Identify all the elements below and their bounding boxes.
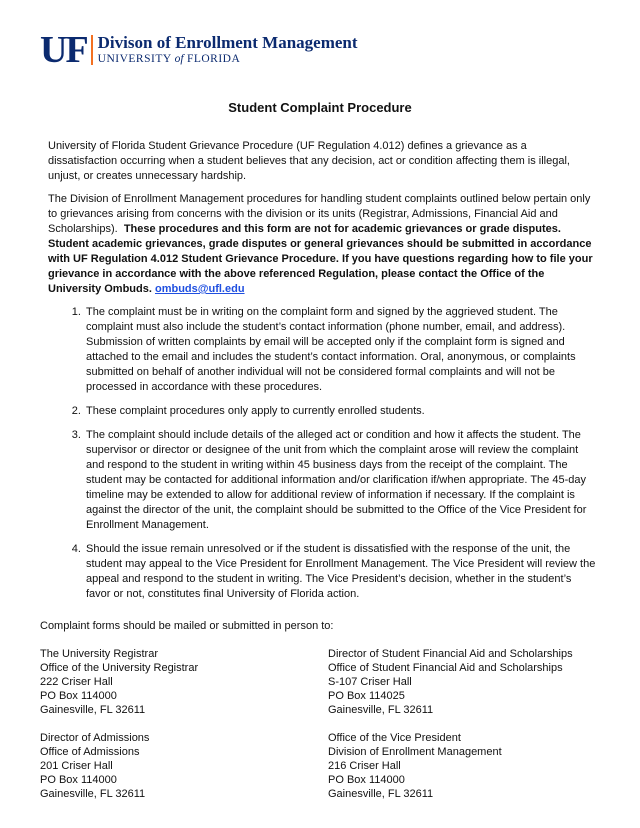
forms-intro: Complaint forms should be mailed or submitted in person to: [40, 620, 334, 632]
document-body [48, 139, 596, 611]
address-line: 216 Criser Hall [328, 760, 401, 772]
address-line: S-107 Criser Hall [328, 676, 412, 688]
step-item: 4. Should the issue remain unresolved or if the student is dissatisfied with the response of the unit, the student may appeal to the Vice President for Enrollment Management. The Vice President will review the appeal and respond to the student in writing. The Vice President’s decision, whether in the student’s favor or not, constitutes final University of Florida action. [84, 542, 596, 602]
submission-section [40, 619, 600, 801]
header-logo [40, 29, 358, 71]
address-line: PO Box 114000 [40, 690, 117, 702]
address-line: Gainesville, FL 32611 [328, 788, 434, 800]
address-financial-aid [328, 647, 600, 717]
address-line: PO Box 114000 [40, 774, 117, 786]
scope-bold-text: These procedures and this form are not for academic grievances or grade disputes. Student academic grievances, grade disputes or general grievances should be submitted in accordance with UF Regulation 4.012 Student Grievance Procedure. If you have questions regarding how to file your grievance in accordance with the above referenced Regulation, please contact the Office of the University Ombuds. [48, 223, 593, 295]
address-line: Gainesville, FL 32611 [40, 704, 146, 716]
scope-text: The Division of Enrollment Management procedures for handling student complaints outlined below pertain only to grievances arising from concerns with the division or its units (Registrar, Admissions, Financial Aid and Scholarships). [48, 193, 591, 235]
address-line: 201 Criser Hall [40, 760, 113, 772]
procedure-steps [48, 305, 596, 602]
step-item: 2. These complaint procedures only apply to currently enrolled students. [84, 404, 596, 419]
university-name [98, 52, 358, 66]
address-registrar [40, 647, 328, 717]
address-line: PO Box 114000 [328, 774, 405, 786]
step-item: 3. The complaint should include details of the alleged act or condition and how it affects the student. The supervisor or director or designee of the unit from which the complaint arose will review the complaint and respond to the student in writing within 45 business days from the receipt of the complaint. The student may be contacted for additional information and/or clarification if/when appropriate. The 45-day timeline may be extended to allow for additional review of information if necessary. If the complaint is against the director of the unit, the complaint should be submitted to the Office of the Vice President for Enrollment Management. [84, 428, 596, 533]
scope-paragraph [48, 192, 596, 297]
division-name: Divison of Enrollment Management [97, 33, 358, 52]
address-line: Office of the University Registrar [40, 662, 199, 674]
university-prefix: UNIVERSITY [97, 53, 172, 65]
address-line: Office of Student Financial Aid and Scholarships [328, 662, 563, 674]
address-line: Division of Enrollment Management [328, 746, 502, 758]
intro-paragraph: University of Florida Student Grievance Procedure (UF Regulation 4.012) defines a grievance as a dissatisfaction occurring when a student believes that any decision, act or condition affecting them is illegal, unjust, or creates unnecessary hardship. [48, 140, 570, 182]
page-title: Student Complaint Procedure [228, 100, 412, 115]
address-line: Office of Admissions [40, 746, 140, 758]
address-line: Director of Admissions [40, 732, 150, 744]
ombuds-email-link[interactable]: ombuds@ufl.edu [154, 283, 245, 295]
university-suffix: FLORIDA [186, 53, 241, 65]
address-line: Gainesville, FL 32611 [40, 788, 146, 800]
step-item: 1. The complaint must be in writing on the complaint form and signed by the aggrieved student. The complaint must also include the student’s contact information (phone number, email, and address). Submission of written complaints by email will be accepted only if the complaint form is signed and attached to the email and includes the student’s contact information. Oral, anonymous, or complaints submitted on behalf of another individual will not be considered formal complaints and will not be processed in accordance with these procedures. [84, 305, 596, 395]
address-grid [40, 647, 600, 801]
address-line: Gainesville, FL 32611 [328, 704, 434, 716]
address-vice-president [328, 731, 600, 801]
address-admissions [40, 731, 328, 801]
university-of: of [174, 53, 184, 65]
address-line: The University Registrar [40, 648, 158, 660]
logo-divider [91, 35, 93, 65]
address-line: 222 Criser Hall [40, 676, 113, 688]
uf-logo-mark: UF [40, 29, 87, 71]
logo-titles [98, 34, 358, 66]
address-line: PO Box 114025 [328, 690, 405, 702]
address-line: Office of the Vice President [328, 732, 461, 744]
address-line: Director of Student Financial Aid and Scholarships [328, 648, 573, 660]
